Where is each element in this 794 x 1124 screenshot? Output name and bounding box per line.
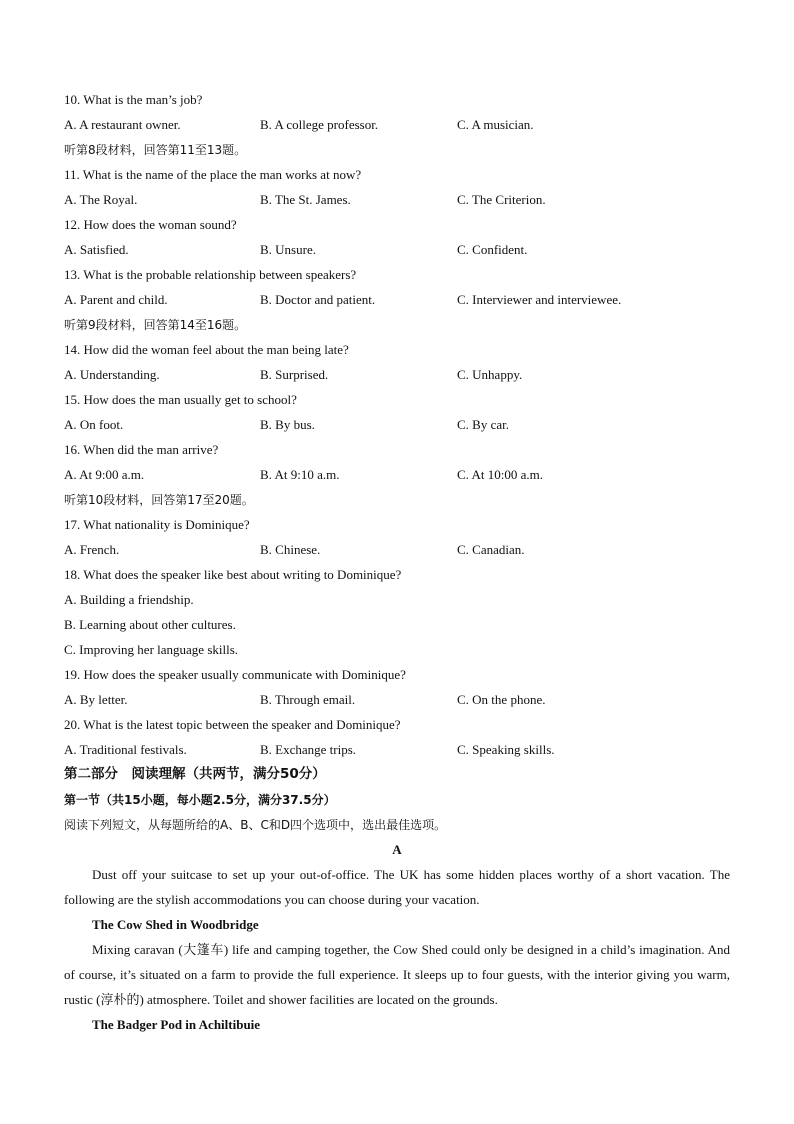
option-c: C. Speaking skills. xyxy=(457,742,555,757)
question-stem: 14. How did the woman feel about the man being late? xyxy=(64,342,349,357)
section-title: 第一节（共15小题，每小题2.5分，满分37.5分） xyxy=(64,793,336,807)
option-b: B. Surprised. xyxy=(260,367,329,382)
question-stem: 13. What is the probable relationship between speakers? xyxy=(64,267,357,282)
option-c: C. Confident. xyxy=(457,242,528,257)
option-c: C. On the phone. xyxy=(457,692,546,707)
option-a: A. Parent and child. xyxy=(64,292,168,307)
option-c: C. At 10:00 a.m. xyxy=(457,467,543,482)
part-title: 第二部分 阅读理解（共两节，满分50分） xyxy=(64,766,326,782)
option-b: B. Learning about other cultures. xyxy=(64,617,236,632)
option-b: B. Unsure. xyxy=(260,242,316,257)
option-a: A. French. xyxy=(64,542,120,557)
question-stem: 18. What does the speaker like best about writing to Dominique? xyxy=(64,567,402,582)
option-b: B. Exchange trips. xyxy=(260,742,357,757)
option-a: A. By letter. xyxy=(64,692,128,707)
option-c: C. Improving her language skills. xyxy=(64,642,239,657)
question-stem: 17. What nationality is Dominique? xyxy=(64,517,250,532)
option-a: A. Building a friendship. xyxy=(64,592,194,607)
reading-instruction: 阅读下列短文，从每题所给的A、B、C和D四个选项中，选出最佳选项。 xyxy=(64,818,447,832)
section-instruction: 听第8段材料，回答第11至13题。 xyxy=(64,143,247,157)
option-b: B. The St. James. xyxy=(260,192,351,207)
question-stem: 10. What is the man’s job? xyxy=(64,92,203,107)
option-c: C. Canadian. xyxy=(457,542,525,557)
option-a: A. The Royal. xyxy=(64,192,138,207)
question-stem: 12. How does the woman sound? xyxy=(64,217,237,232)
option-c: C. A musician. xyxy=(457,117,534,132)
option-b: B. By bus. xyxy=(260,417,315,432)
option-b: B. Chinese. xyxy=(260,542,321,557)
option-a: A. On foot. xyxy=(64,417,124,432)
question-stem: 20. What is the latest topic between the speaker and Dominique? xyxy=(64,717,401,732)
option-a: A. Satisfied. xyxy=(64,242,129,257)
section-instruction: 听第10段材料，回答第17至20题。 xyxy=(64,493,254,507)
option-c: C. Interviewer and interviewee. xyxy=(457,292,622,307)
option-b: B. Through email. xyxy=(260,692,356,707)
option-b: B. At 9:10 a.m. xyxy=(260,467,340,482)
option-a: A. At 9:00 a.m. xyxy=(64,467,145,482)
question-stem: 11. What is the name of the place the man works at now? xyxy=(64,167,362,182)
option-a: A. Understanding. xyxy=(64,367,160,382)
option-b: B. A college professor. xyxy=(260,117,379,132)
question-stem: 16. When did the man arrive? xyxy=(64,442,219,457)
option-c: C. The Criterion. xyxy=(457,192,546,207)
item-paragraph: Mixing caravan (大篷车) life and camping together, the Cow Shed could only be designed in a child’s imagination. And of course, it’s situated on a farm to provide the full experience. It sleeps up to four guests, with the interior giving you warm, rustic (淳朴的) atmosphere. Toilet and shower facilities are located on the grounds. xyxy=(64,942,730,1007)
item-title: The Badger Pod in Achiltibuie xyxy=(92,1017,261,1032)
intro-paragraph: Dust off your suitcase to set up your out-of-office. The UK has some hidden places worthy of a short vacation. The following are the stylish accommodations you can choose during your vacation. xyxy=(64,867,730,907)
option-b: B. Doctor and patient. xyxy=(260,292,376,307)
option-a: A. Traditional festivals. xyxy=(64,742,187,757)
option-a: A. A restaurant owner. xyxy=(64,117,181,132)
item-title: The Cow Shed in Woodbridge xyxy=(92,917,259,932)
question-stem: 15. How does the man usually get to school? xyxy=(64,392,297,407)
section-instruction: 听第9段材料，回答第14至16题。 xyxy=(64,318,247,332)
option-c: C. By car. xyxy=(457,417,509,432)
option-c: C. Unhappy. xyxy=(457,367,523,382)
passage-label: A xyxy=(392,842,402,857)
question-stem: 19. How does the speaker usually communicate with Dominique? xyxy=(64,667,406,682)
